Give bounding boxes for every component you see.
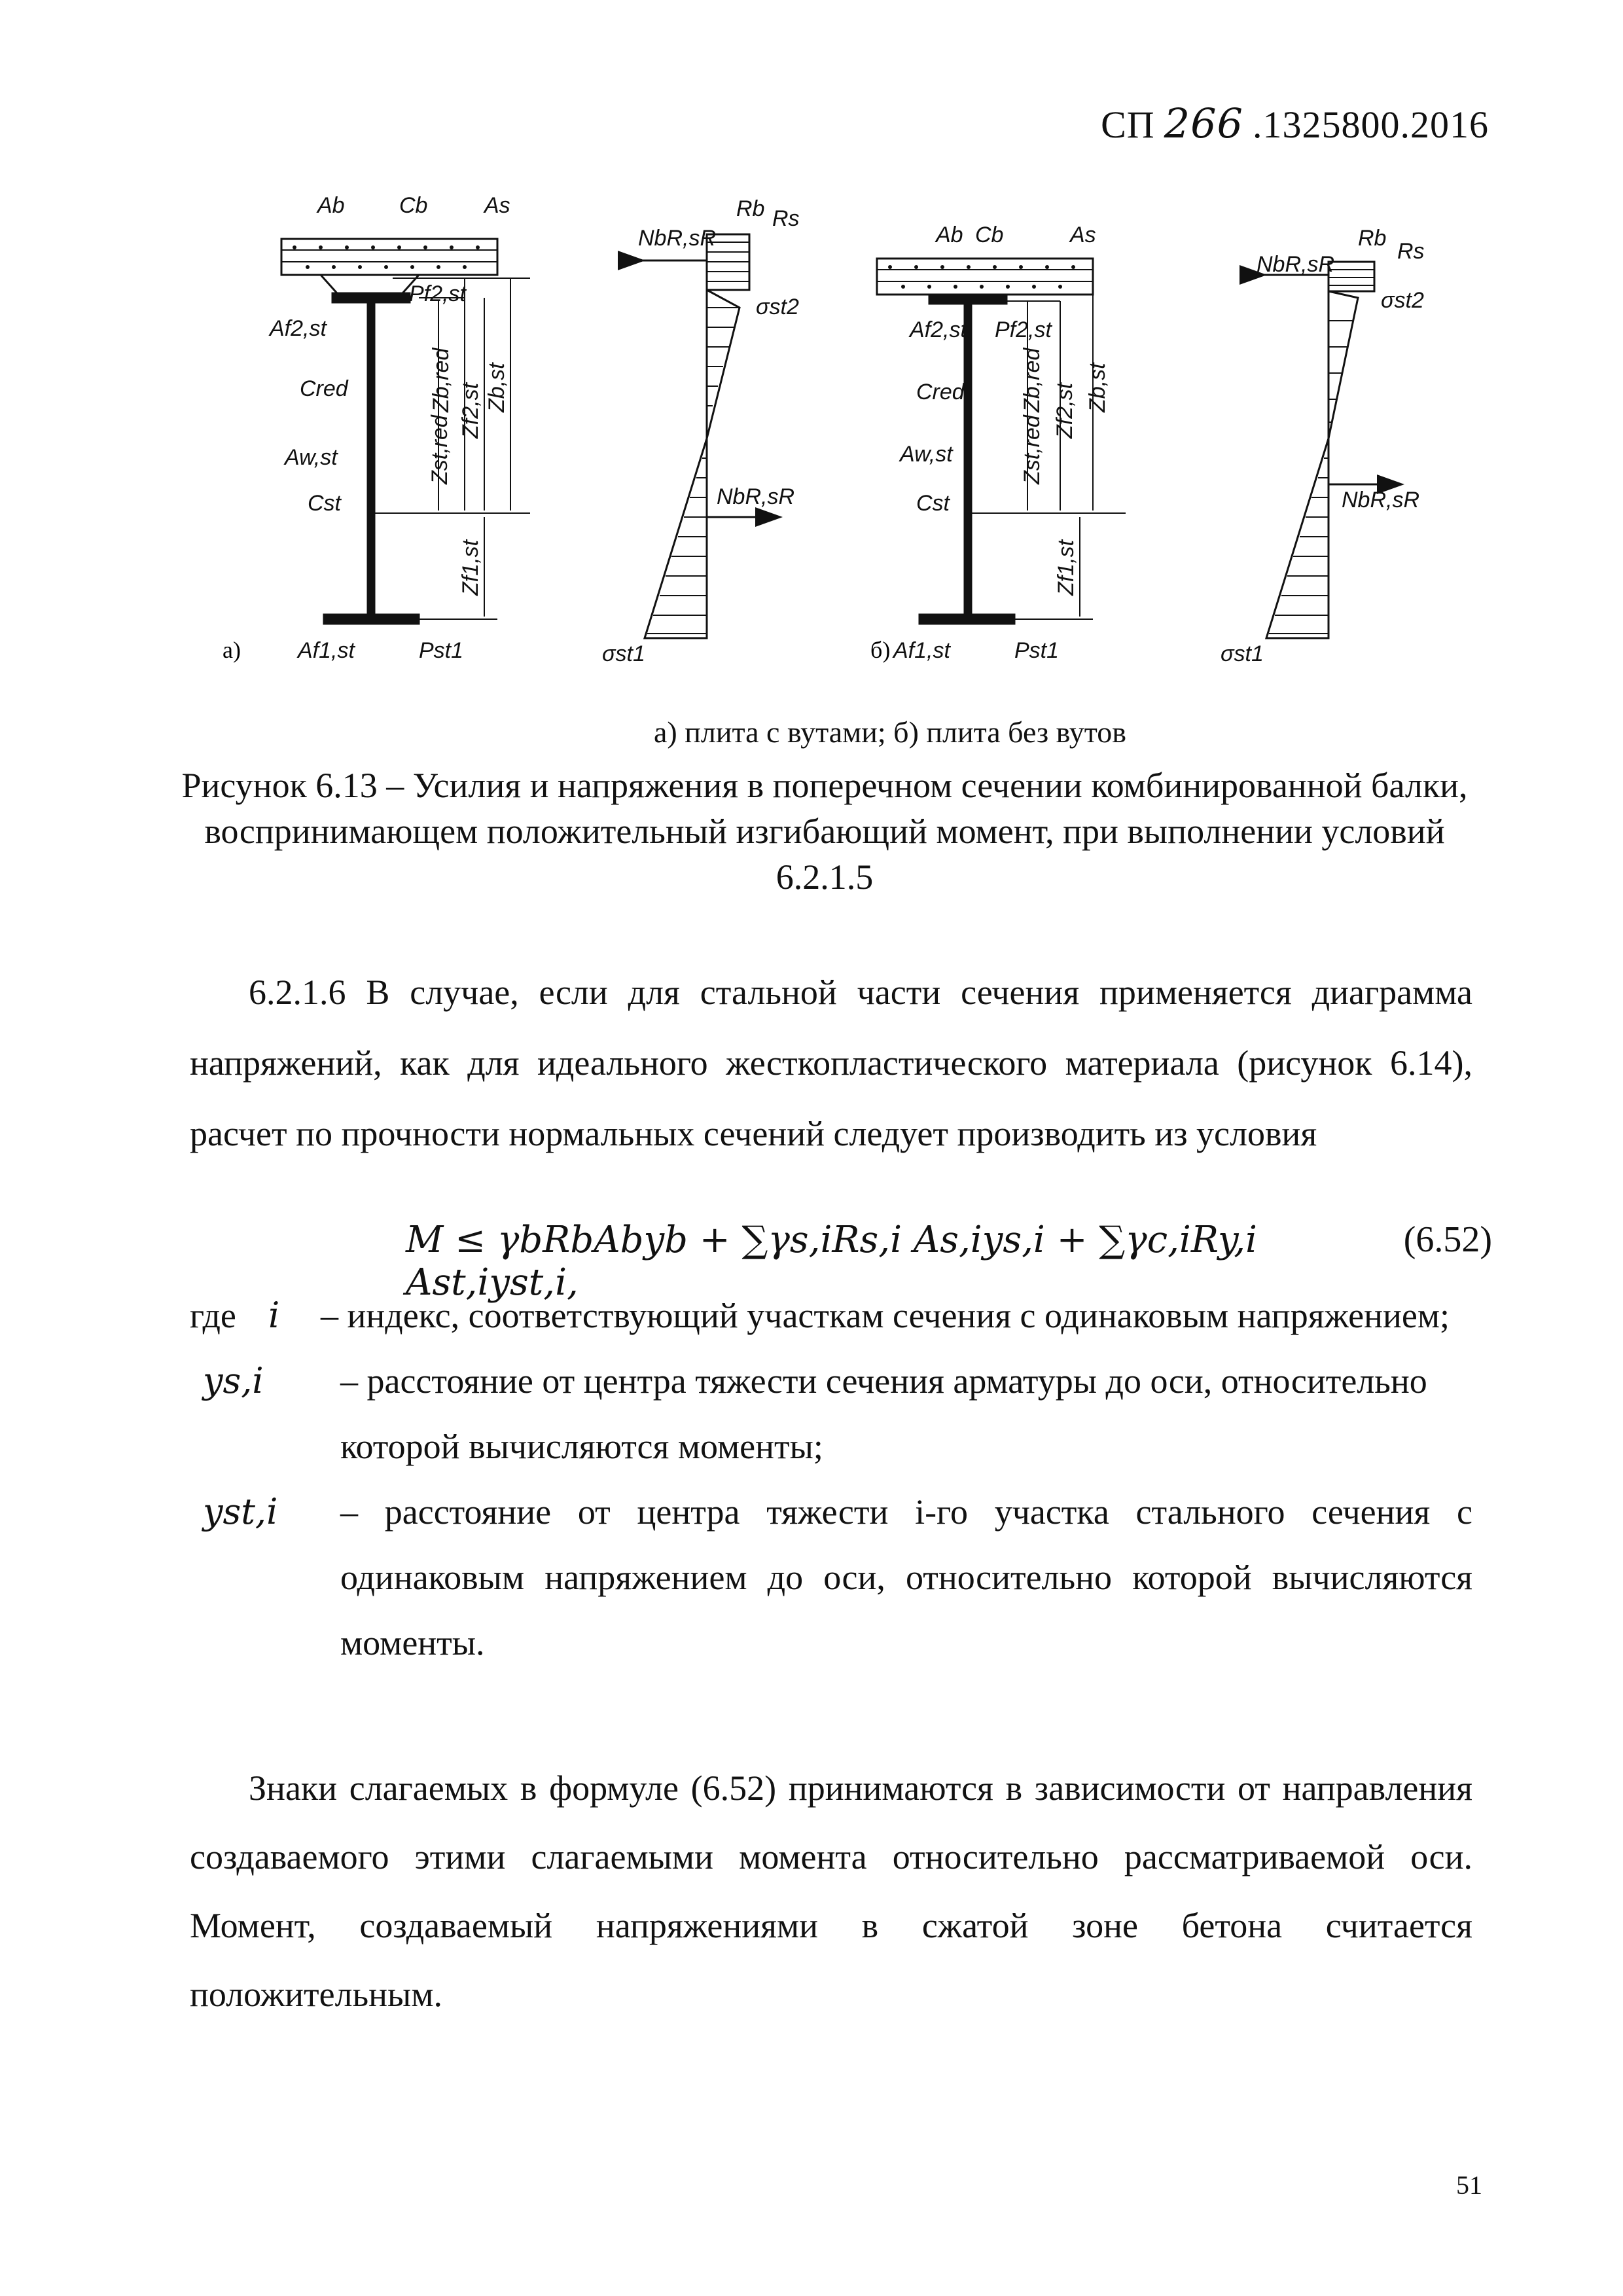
label-Zbred-b: Zb,red [1020,348,1044,412]
label-NbRsR-bottom-a: NbR,sR [717,484,795,509]
section-b [877,259,1126,624]
code-suffix: .1325800.2016 [1253,103,1489,146]
figure-6-13 [223,177,1499,694]
label-As-b: As [1070,223,1096,247]
label-Ab: Ab [317,193,345,218]
label-Af2st-b: Af2,st [910,317,967,342]
where-intro: где [190,1296,236,1335]
section-a [281,239,530,624]
label-sigma-st1-b: σst1 [1221,641,1264,666]
code-prefix: СП [1101,103,1155,146]
label-Zbst-b: Zb,st [1085,363,1110,412]
symbol-ysti: yst,i [203,1491,278,1532]
label-Af2st: Af2,st [270,316,327,341]
paragraph-signs: Знаки слагаемых в формуле (6.52) принимаются в зависимости от направления создаваемого этими слагаемыми момента относительно рассматриваемой оси. Момент, создаваемый напряжениями в сжатой зоне бетона считается положительным. [190,1768,1472,2014]
rebar-dots-a [293,245,480,269]
label-Ab-b: Ab [936,223,963,247]
bottom-flange-b [919,615,1014,624]
handwritten-number: 266 [1164,99,1243,147]
label-Cst: Cst [308,491,341,516]
label-Rs-b: Rs [1397,239,1425,264]
label-Zf1st-b: Zf1,st [1054,539,1079,596]
formula-expression: M ≤ γbRbAbyb + ∑γs,iRs,i As,iys,i + ∑γc,iRy,i Ast,iyst,i, [406,1219,1257,1304]
label-Zbred: Zb,red [429,348,454,412]
symbol-i: i [268,1295,280,1336]
label-Awst-b: Aw,st [900,442,953,467]
labels-a [268,193,510,663]
rebar-dots-b [888,265,1075,289]
paragraph-6-2-1-6: 6.2.1.6 В случае, если для стальной части сечения применяется диаграмма напряжений, как для идеального жесткопластического материала (рисунок 6.14), расчет по прочности нормальных сечений следует производить из условия [190,973,1472,1153]
label-sigma-st1-a: σst1 [602,641,645,666]
label-Zbst: Zb,st [484,363,509,412]
label-Pf2st-b: Pf2,st [995,317,1052,342]
definition-ysti-text: – расстояние от центра тяжести i-го участка стального сечения с одинаковым напряжением до оси, относительно которой вычисляются моменты. [340,1492,1472,1662]
slab-a [281,239,497,275]
label-Cred-b: Cred [916,380,965,404]
bottom-flange-a [324,615,419,624]
label-Cb: Cb [399,193,428,218]
stress-diagram-b [1263,262,1400,638]
label-Zf2st: Zf2,st [458,382,483,439]
label-NbRsR-bottom-b: NbR,sR [1342,488,1420,512]
label-Pst1-b: Pst1 [1014,638,1060,663]
label-Pst1: Pst1 [419,638,464,663]
subfigure-a-label: а) [223,637,241,663]
web-a [368,302,374,615]
label-Zf2st-b: Zf2,st [1052,382,1077,439]
label-Cred: Cred [300,376,348,401]
definitions [190,1283,1472,1676]
symbol-ysi: ys,i [203,1360,264,1401]
subfigure-b-label: б) [870,637,891,663]
label-sigma-st2-a: σst2 [756,295,799,319]
top-flange-a [332,293,410,302]
label-Awst: Aw,st [285,445,338,470]
definition-ysti [190,1479,1472,1676]
top-flange-b [929,295,1007,304]
label-NbRsR-top-a: NbR,sR [638,226,717,251]
definition-ysi [190,1348,1472,1479]
label-Rb-a: Rb [736,196,765,221]
label-sigma-st2-b: σst2 [1381,288,1424,313]
label-Rs-a: Rs [772,206,800,231]
label-Zstred-b: Zst,red [1020,415,1044,484]
label-Zf1st: Zf1,st [458,539,483,596]
figure-subcaption: а) плита с вутами; б) плита без вутов [654,715,1126,749]
definition-i [190,1283,1472,1348]
labels-b [892,223,1110,663]
definition-i-text: – индекс, соответствующий участкам сечения с одинаковым напряжением; [321,1296,1450,1335]
label-Af1st-b: Af1,st [893,638,950,663]
figure-caption: Рисунок 6.13 – Усилия и напряжения в поперечном сечении комбинированной балки, воспринимающем положительный изгибающий момент, при выполнении условий 6.2.1.5 [181,766,1468,897]
label-Zstred: Zst,red [427,415,452,484]
diagram-b-labels [1221,226,1425,666]
web-b [965,304,971,615]
label-Cb-b: Cb [975,223,1004,247]
slab-b [877,259,1093,295]
label-Rb-b: Rb [1358,226,1387,251]
definition-ysi-text: – расстояние от центра тяжести сечения арматуры до оси, относительно которой вычисляются моменты; [340,1361,1427,1466]
label-As: As [484,193,510,218]
page-number: 51 [1456,2170,1482,2200]
formula-number: (6.52) [1403,1219,1492,1260]
label-Af1st: Af1,st [298,638,355,663]
label-Pf2st: Pf2,st [409,281,466,306]
label-NbRsR-top-b: NbR,sR [1257,252,1335,277]
label-Cst-b: Cst [916,491,950,516]
document-code-header [1101,99,1489,147]
